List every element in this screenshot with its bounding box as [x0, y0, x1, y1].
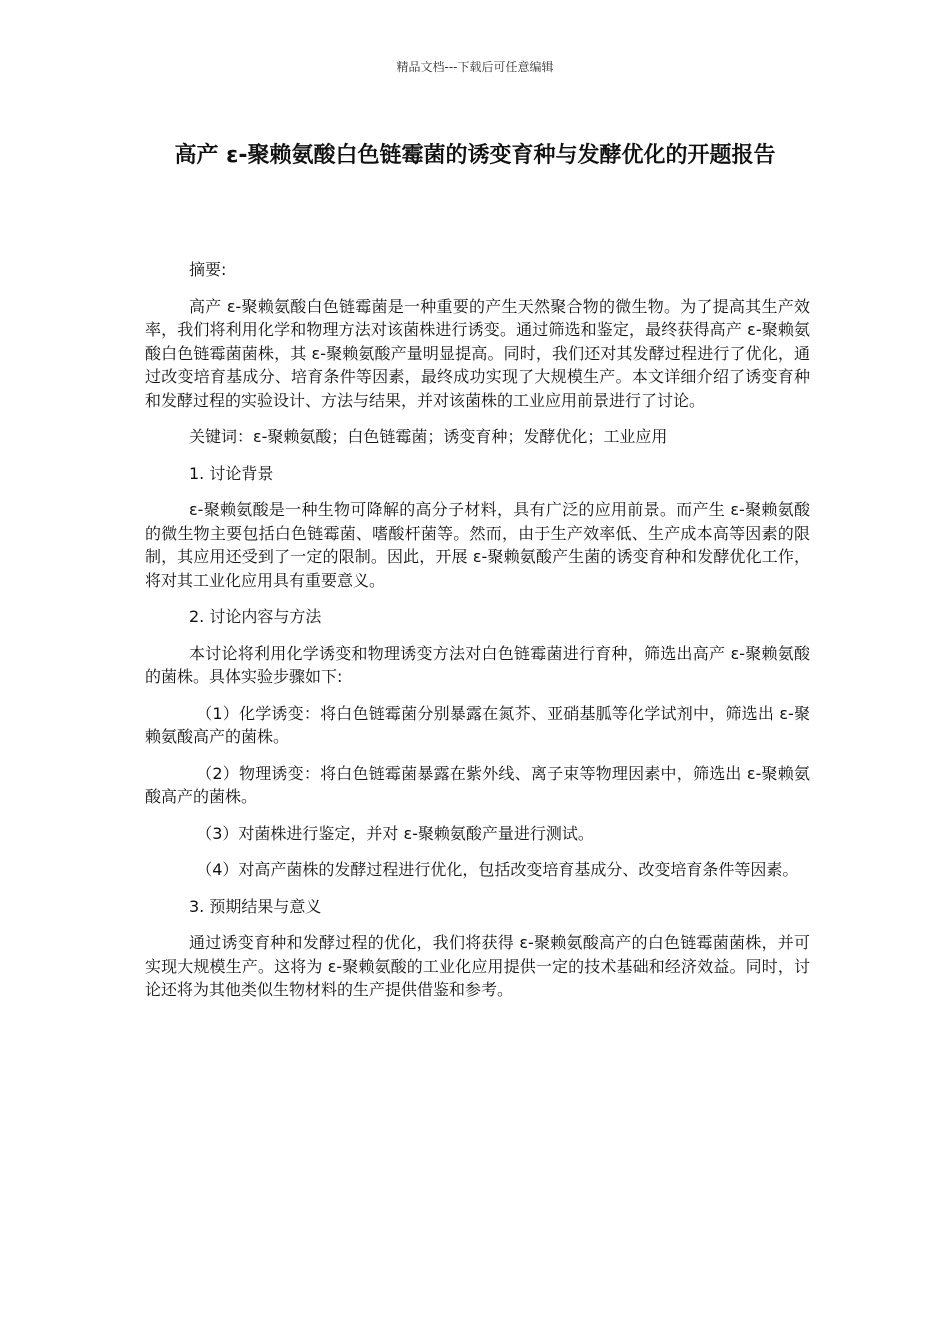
- keywords: 关键词：ε-聚赖氨酸；白色链霉菌；诱变育种；发酵优化；工业应用: [189, 427, 668, 446]
- header-note: 精品文档---下载后可任意编辑: [396, 60, 554, 74]
- step-item: （4）对高产菌株的发酵过程进行优化，包括改变培育基成分、改变培育条件等因素。: [196, 860, 799, 879]
- section-2-intro: 本讨论将利用化学诱变和物理诱变方法对白色链霉菌进行育种，筛选出高产 ε-聚赖氨酸的菌株。具体实验步骤如下:: [145, 643, 810, 686]
- abstract-label: 摘要:: [189, 260, 227, 279]
- document-body: [145, 258, 810, 1015]
- section-1-heading: 1. 讨论背景: [189, 463, 274, 483]
- abstract-text: 高产 ε-聚赖氨酸白色链霉菌是一种重要的产生天然聚合物的微生物。为了提高其生产效率，我们将利用化学和物理方法对该菌株进行诱变。通过筛选和鉴定，最终获得高产 ε-聚赖氨酸白色链霉菌菌株，其 ε-聚赖氨酸产量明显提高。同时，我们还对其发酵过程进行了优化，通过改变培育基成分、培育条件等因素，最终成功实现了大规模生产。本文详细介绍了诱变育种和发酵过程的实验设计、方法与结果，并对该菌株的工业应用前景进行了讨论。: [145, 296, 810, 410]
- section-3-text: 通过诱变育种和发酵过程的优化，我们将获得 ε-聚赖氨酸高产的白色链霉菌菌株，并可实现大规模生产。这将为 ε-聚赖氨酸的工业化应用提供一定的技术基础和经济效益。同时，讨论还将为其他类似生物材料的生产提供借鉴和参考。: [145, 933, 810, 999]
- section-2-heading: 2. 讨论内容与方法: [189, 607, 322, 626]
- page-title: 高产 ε-聚赖氨酸白色链霉菌的诱变育种与发酵优化的开题报告: [174, 143, 776, 168]
- step-item: （1）化学诱变：将白色链霉菌分别暴露在氮芥、亚硝基胍等化学试剂中，筛选出 ε-聚赖氨酸高产的菌株。: [145, 703, 810, 746]
- section-1-text: ε-聚赖氨酸是一种生物可降解的高分子材料，具有广泛的应用前景。而产生 ε-聚赖氨酸的微生物主要包括白色链霉菌、嗜酸杆菌等。然而，由于生产效率低、生产成本高等因素的限制，其应用还受到了一定的限制。因此，开展 ε-聚赖氨酸产生菌的诱变育种和发酵优化工作，将对其工业化应用具有重要意义。: [145, 500, 810, 590]
- step-item: （2）物理诱变：将白色链霉菌暴露在紫外线、离子束等物理因素中，筛选出 ε-聚赖氨酸高产的菌株。: [145, 763, 810, 806]
- step-item: （3）对菌株进行鉴定，并对 ε-聚赖氨酸产量进行测试。: [196, 823, 594, 843]
- section-3-heading: 3. 预期结果与意义: [189, 896, 322, 916]
